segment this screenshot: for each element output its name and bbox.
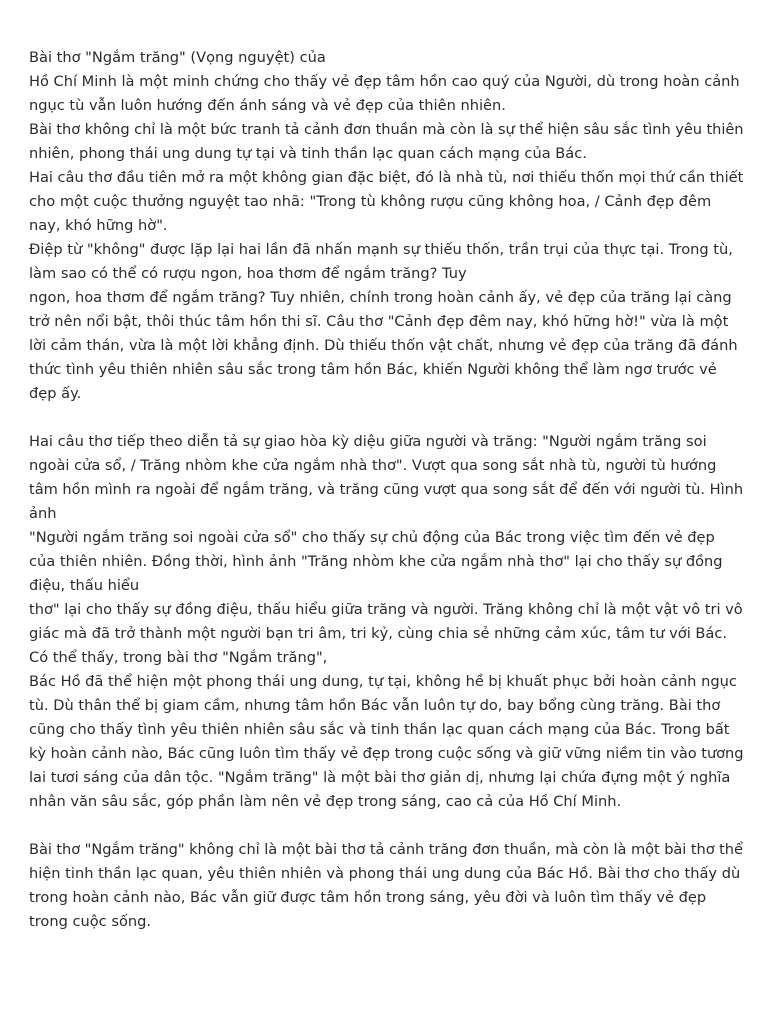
- text-line: nhiên, phong thái ung dung tự tại và tinh thần lạc quan cách mạng của Bác.: [29, 145, 587, 162]
- text-line: Hai câu thơ đầu tiên mở ra một không gian đặc biệt, đó là nhà tù, nơi thiếu thốn mọi thứ cần thiết: [29, 169, 744, 186]
- text-line: hiện tinh thần lạc quan, yêu thiên nhiên và phong thái ung dung của Bác Hồ. Bài thơ cho thấy dù: [29, 865, 741, 882]
- text-line: Hai câu thơ tiếp theo diễn tả sự giao hòa kỳ diệu giữa người và trăng: "Người ngắm trăng soi: [29, 433, 707, 450]
- text-line: Bài thơ không chỉ là một bức tranh tả cảnh đơn thuần mà còn là sự thể hiện sâu sắc tình yêu thiên: [29, 121, 744, 138]
- text-line: Bác Hồ đã thể hiện một phong thái ung dung, tự tại, không hề bị khuất phục bởi hoàn cảnh ngục: [29, 673, 737, 690]
- text-line: tâm hồn mình ra ngoài để ngắm trăng, và trăng cũng vượt qua song sắt để đến với người tù. Hình: [29, 481, 744, 498]
- text-line: tù. Dù thân thể bị giam cầm, nhưng tâm hồn Bác vẫn luôn tự do, bay bổng cùng trăng. Bài thơ: [29, 697, 721, 714]
- text-line: nay, khó hững hờ".: [29, 217, 168, 234]
- text-line: "Người ngắm trăng soi ngoài cửa sổ" cho thấy sự chủ động của Bác trong việc tìm đến vẻ đẹp: [29, 529, 715, 546]
- text-line: trong cuộc sống.: [29, 913, 152, 930]
- text-line: ngon, hoa thơm để ngắm trăng? Tuy nhiên, chính trong hoàn cảnh ấy, vẻ đẹp của trăng lại càng: [29, 289, 732, 306]
- text-line: cũng cho thấy tình yêu thiên nhiên sâu sắc và tinh thần lạc quan cách mạng của Bác. Trong bất: [29, 721, 730, 738]
- text-line: Bài thơ "Ngắm trăng" (Vọng nguyệt) của: [29, 49, 326, 66]
- text-line: trở nên nổi bật, thôi thúc tâm hồn thi sĩ. Câu thơ "Cảnh đẹp đêm nay, khó hững hờ!" vừa là một: [29, 313, 729, 330]
- text-line: Có thể thấy, trong bài thơ "Ngắm trăng",: [29, 649, 328, 666]
- text-line: lai tươi sáng của dân tộc. "Ngắm trăng" là một bài thơ giản dị, nhưng lại chứa đựng một ý nghĩa: [29, 769, 731, 786]
- text-line: ngục tù vẫn luôn hướng đến ánh sáng và vẻ đẹp của thiên nhiên.: [29, 97, 506, 114]
- text-line: điệu, thấu hiểu: [29, 577, 140, 594]
- document-body: [29, 46, 743, 934]
- text-line: trong hoàn cảnh nào, Bác vẫn giữ được tâm hồn trong sáng, yêu đời và luôn tìm thấy vẻ đẹp: [29, 889, 707, 906]
- paragraph-gap: [29, 406, 743, 430]
- text-line: ngoài cửa sổ, / Trăng nhòm khe cửa ngắm nhà thơ". Vượt qua song sắt nhà tù, người tù hướng: [29, 457, 717, 474]
- text-line: Bài thơ "Ngắm trăng" không chỉ là một bài thơ tả cảnh trăng đơn thuần, mà còn là một bài thơ thể: [29, 841, 743, 858]
- text-line: lời cảm thán, vừa là một lời khẳng định. Dù thiếu thốn vật chất, nhưng vẻ đẹp của trăng đã đánh: [29, 337, 738, 354]
- text-line: nhân văn sâu sắc, góp phần làm nên vẻ đẹp trong sáng, cao cả của Hồ Chí Minh.: [29, 793, 622, 810]
- text-line: của thiên nhiên. Đồng thời, hình ảnh "Trăng nhòm khe cửa ngắm nhà thơ" lại cho thấy sự đồng: [29, 553, 723, 570]
- text-line: cho một cuộc thưởng nguyệt tao nhã: "Trong tù không rượu cũng không hoa, / Cảnh đẹp đêm: [29, 193, 712, 210]
- text-line: giác mà đã trở thành một người bạn tri âm, tri kỷ, cùng chia sẻ những cảm xúc, tâm tư với Bác.: [29, 625, 727, 642]
- paragraph-gap: [29, 814, 743, 838]
- text-line: thức tình yêu thiên nhiên sâu sắc trong tâm hồn Bác, khiến Người không thể làm ngơ trước vẻ: [29, 361, 717, 378]
- text-line: ảnh: [29, 505, 57, 522]
- text-line: thơ" lại cho thấy sự đồng điệu, thấu hiểu giữa trăng và người. Trăng không chỉ là một vật vô tri vô: [29, 601, 743, 618]
- text-line: Điệp từ "không" được lặp lại hai lần đã nhấn mạnh sự thiếu thốn, trần trụi của thực tại. Trong tù,: [29, 241, 733, 258]
- text-line: đẹp ấy.: [29, 385, 82, 402]
- text-line: làm sao có thể có rượu ngon, hoa thơm để ngắm trăng? Tuy: [29, 265, 467, 282]
- text-line: Hồ Chí Minh là một minh chứng cho thấy vẻ đẹp tâm hồn cao quý của Người, dù trong hoàn cảnh: [29, 73, 740, 90]
- text-line: kỳ hoàn cảnh nào, Bác cũng luôn tìm thấy vẻ đẹp trong cuộc sống và giữ vững niềm tin vào tương: [29, 745, 744, 762]
